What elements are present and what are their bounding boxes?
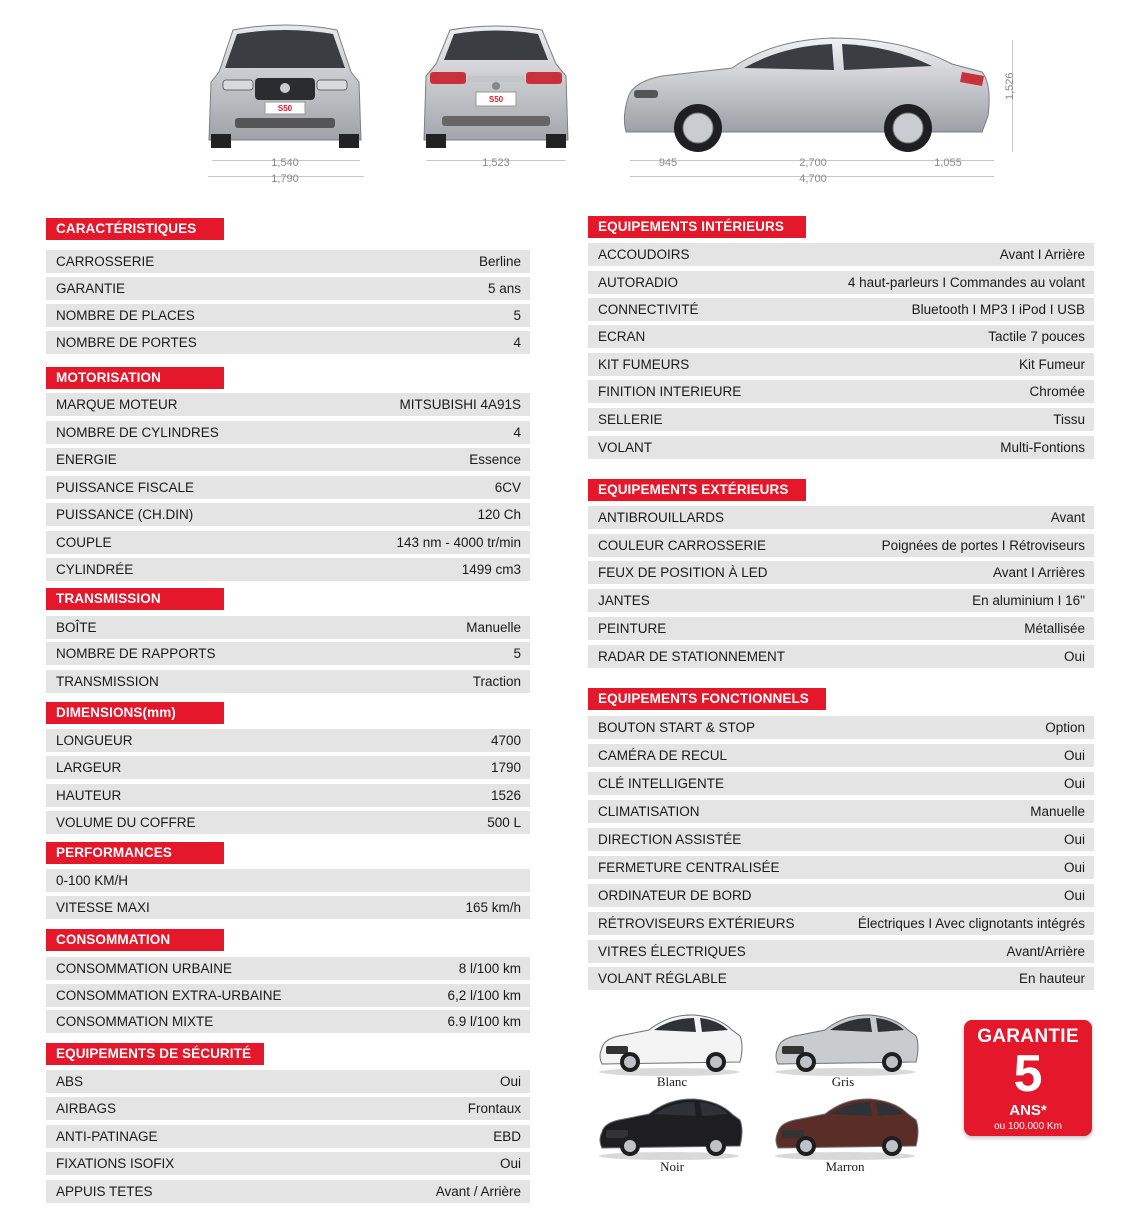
spec-row <box>588 298 1094 321</box>
spec-value: 5 ans <box>487 281 521 296</box>
spec-row <box>46 1125 530 1148</box>
spec-value: Berline <box>478 254 521 269</box>
spec-label: NOMBRE DE RAPPORTS <box>56 646 216 661</box>
spec-label: CARROSSERIE <box>56 254 155 269</box>
rear-overhang-value: 1,055 <box>934 157 962 169</box>
spec-value: 6.9 l/100 km <box>447 1014 521 1029</box>
spec-value: Option <box>1045 720 1085 735</box>
spec-row <box>588 856 1094 879</box>
spec-label: CONSOMMATION MIXTE <box>56 1014 214 1029</box>
spec-value: En hauteur <box>1018 971 1085 986</box>
spec-value: MITSUBISHI 4A91S <box>399 397 521 412</box>
spec-label: MARQUE MOTEUR <box>56 397 178 412</box>
spec-label: VOLANT <box>598 440 653 455</box>
spec-label: FIXATIONS ISOFIX <box>56 1156 175 1171</box>
spec-label: APPUIS TETES <box>56 1184 153 1199</box>
spec-label: CLÉ INTELLIGENTE <box>598 776 725 791</box>
spec-label: FINITION INTERIEURE <box>598 384 742 399</box>
guarantee-number: 5 <box>1013 1045 1043 1103</box>
spec-value: Chromée <box>1029 384 1085 399</box>
spec-label: SELLERIE <box>598 412 663 427</box>
spec-value: 4700 <box>490 733 521 748</box>
spec-row <box>46 1180 530 1203</box>
color-name-gris: Gris <box>831 1074 855 1089</box>
spec-row <box>46 421 530 444</box>
spec-row <box>46 250 530 273</box>
car-color-blanc-image <box>594 1008 744 1078</box>
spec-row <box>46 984 530 1007</box>
spec-value: Manuelle <box>466 620 521 635</box>
spec-row <box>588 271 1094 294</box>
spec-value: Oui <box>1063 860 1085 875</box>
spec-row <box>588 243 1094 266</box>
section-title-equipements-exterieurs: EQUIPEMENTS EXTÉRIEURS <box>588 479 806 501</box>
spec-value: Manuelle <box>1030 804 1085 819</box>
spec-label: AUTORADIO <box>598 275 679 290</box>
spec-label: CYLINDRÉE <box>56 562 134 577</box>
guarantee-title: GARANTIE <box>977 1026 1079 1047</box>
spec-row <box>588 617 1094 640</box>
section-title-caracteristiques: CARACTÉRISTIQUES <box>46 218 224 240</box>
spec-value: En aluminium I 16" <box>972 593 1085 608</box>
spec-value: Bluetooth I MP3 I iPod I USB <box>911 302 1085 317</box>
spec-label: CONNECTIVITÉ <box>598 302 699 317</box>
spec-label: 0-100 KM/H <box>56 873 129 888</box>
spec-label: AIRBAGS <box>56 1101 117 1116</box>
spec-label: LARGEUR <box>56 760 122 775</box>
spec-value: Oui <box>1063 832 1085 847</box>
spec-value: Avant/Arrière <box>1006 944 1085 959</box>
spec-value: Oui <box>1063 776 1085 791</box>
front-track-value: 1,540 <box>271 157 299 169</box>
spec-value: Oui <box>499 1156 521 1171</box>
spec-value: 500 L <box>487 815 521 830</box>
spec-value: Frontaux <box>467 1101 521 1116</box>
spec-value: Métallisée <box>1024 621 1085 636</box>
spec-value: Oui <box>1063 649 1085 664</box>
spec-value: EBD <box>493 1129 521 1144</box>
color-name-blanc: Blanc <box>656 1074 688 1089</box>
spec-row <box>46 1010 530 1033</box>
section-title-dimensions-mm: DIMENSIONS(mm) <box>46 702 224 724</box>
section-title-consommation: CONSOMMATION <box>46 929 224 951</box>
spec-row <box>588 967 1094 990</box>
spec-label: CAMÉRA DE RECUL <box>598 748 728 763</box>
guarantee-note: ou 100.000 Km <box>994 1121 1062 1132</box>
spec-row <box>46 642 530 665</box>
spec-row <box>46 1097 530 1120</box>
spec-value: 6CV <box>494 480 521 495</box>
spec-row <box>588 800 1094 823</box>
spec-row <box>46 476 530 499</box>
spec-label: FEUX DE POSITION À LED <box>598 565 768 580</box>
spec-label: RADAR DE STATIONNEMENT <box>598 649 786 664</box>
spec-label: ENERGIE <box>56 452 117 467</box>
spec-label: HAUTEUR <box>56 788 122 803</box>
vehicle-dimension-views <box>0 0 1140 200</box>
spec-value: 1526 <box>490 788 521 803</box>
spec-row <box>588 828 1094 851</box>
spec-label: TRANSMISSION <box>56 674 159 689</box>
spec-label: PEINTURE <box>598 621 667 636</box>
spec-row <box>46 531 530 554</box>
spec-row <box>588 772 1094 795</box>
spec-value: Tissu <box>1053 412 1085 427</box>
spec-row <box>588 645 1094 668</box>
spec-label: ACCOUDOIRS <box>598 247 690 262</box>
spec-row <box>588 506 1094 529</box>
overall-height-value: 1,526 <box>1004 72 1016 100</box>
front-view-image <box>205 22 365 150</box>
spec-row <box>46 304 530 327</box>
spec-label: ORDINATEUR DE BORD <box>598 888 752 903</box>
spec-row <box>46 277 530 300</box>
spec-label: NOMBRE DE PORTES <box>56 335 197 350</box>
spec-row <box>588 884 1094 907</box>
car-color-gris-image <box>770 1008 920 1078</box>
spec-label: NOMBRE DE PLACES <box>56 308 195 323</box>
spec-label: CLIMATISATION <box>598 804 700 819</box>
spec-value: 4 haut-parleurs I Commandes au volant <box>847 275 1085 290</box>
spec-value: Oui <box>499 1074 521 1089</box>
overall-width-value: 1,790 <box>271 173 299 185</box>
rear-plate-model: S50 <box>488 95 504 104</box>
spec-label: JANTES <box>598 593 650 608</box>
spec-label: CONSOMMATION EXTRA-URBAINE <box>56 988 282 1003</box>
wheelbase-value: 2,700 <box>799 157 827 169</box>
spec-value: 1790 <box>490 760 521 775</box>
section-title-performances: PERFORMANCES <box>46 842 224 864</box>
spec-row <box>588 716 1094 739</box>
spec-value: Avant / Arrière <box>435 1184 521 1199</box>
spec-value: Avant <box>1050 510 1085 525</box>
color-name-marron: Marron <box>825 1159 865 1174</box>
spec-label: BOÎTE <box>56 620 97 635</box>
spec-label: GARANTIE <box>56 281 126 296</box>
spec-row <box>46 616 530 639</box>
spec-value: Tactile 7 pouces <box>988 329 1085 344</box>
spec-label: ABS <box>56 1074 84 1089</box>
front-plate-model: S50 <box>277 104 293 113</box>
spec-label: ECRAN <box>598 329 646 344</box>
spec-value: 4 <box>513 425 521 440</box>
spec-row <box>46 1070 530 1093</box>
spec-label: NOMBRE DE CYLINDRES <box>56 425 219 440</box>
rear-track-value: 1,523 <box>482 157 510 169</box>
spec-value: Traction <box>472 674 521 689</box>
spec-row <box>588 436 1094 459</box>
spec-value: 6,2 l/100 km <box>447 988 521 1003</box>
spec-label: ANTI-PATINAGE <box>56 1129 158 1144</box>
spec-row <box>588 561 1094 584</box>
spec-row <box>588 940 1094 963</box>
spec-label: VITRES ÉLECTRIQUES <box>598 944 746 959</box>
spec-row <box>588 353 1094 376</box>
spec-row <box>46 729 530 752</box>
spec-row <box>46 503 530 526</box>
spec-value: 8 l/100 km <box>458 961 521 976</box>
spec-row <box>588 589 1094 612</box>
spec-value: Avant I Arrière <box>999 247 1085 262</box>
spec-row <box>46 811 530 834</box>
spec-row <box>46 448 530 471</box>
spec-label: KIT FUMEURS <box>598 357 690 372</box>
rear-view-image <box>422 24 570 150</box>
guarantee-badge <box>964 1020 1092 1136</box>
section-title-transmission: TRANSMISSION <box>46 588 224 610</box>
front-overhang-value: 945 <box>658 157 678 169</box>
spec-value: 5 <box>513 646 521 661</box>
spec-label: FERMETURE CENTRALISÉE <box>598 860 780 875</box>
spec-row <box>46 393 530 416</box>
car-color-marron-image <box>770 1092 920 1162</box>
spec-label: COUPLE <box>56 535 112 550</box>
spec-label: COULEUR CARROSSERIE <box>598 538 767 553</box>
spec-value: Poignées de portes I Rétroviseurs <box>881 538 1085 553</box>
spec-label: BOUTON START & STOP <box>598 720 756 735</box>
spec-value: Électriques I Avec clignotants intégrés <box>857 916 1085 931</box>
section-title-equipements-fonctionnels: EQUIPEMENTS FONCTIONNELS <box>588 688 826 710</box>
color-name-noir: Noir <box>660 1159 684 1174</box>
spec-value: 1499 cm3 <box>461 562 521 577</box>
spec-row <box>46 756 530 779</box>
spec-row <box>588 325 1094 348</box>
spec-row <box>46 896 530 919</box>
section-title-equipements-interieurs: EQUIPEMENTS INTÉRIEURS <box>588 216 806 238</box>
spec-value: Kit Fumeur <box>1018 357 1085 372</box>
spec-label: RÉTROVISEURS EXTÉRIEURS <box>598 916 795 931</box>
spec-row <box>46 558 530 581</box>
spec-value: 165 km/h <box>465 900 521 915</box>
spec-row <box>46 957 530 980</box>
spec-value: 120 Ch <box>477 507 521 522</box>
spec-value: Essence <box>469 452 521 467</box>
spec-row <box>46 670 530 693</box>
spec-label: LONGUEUR <box>56 733 133 748</box>
spec-label: PUISSANCE (CH.DIN) <box>56 507 194 522</box>
spec-value: Oui <box>1063 888 1085 903</box>
spec-row <box>46 1152 530 1175</box>
spec-label: VOLANT RÉGLABLE <box>598 971 727 986</box>
spec-row <box>588 380 1094 403</box>
spec-value: Avant I Arrières <box>992 565 1085 580</box>
spec-row <box>588 534 1094 557</box>
spec-row <box>588 912 1094 935</box>
spec-label: ANTIBROUILLARDS <box>598 510 725 525</box>
spec-value: 5 <box>513 308 521 323</box>
spec-label: CONSOMMATION URBAINE <box>56 961 233 976</box>
car-color-noir-image <box>594 1092 744 1162</box>
spec-row <box>46 784 530 807</box>
spec-label: VOLUME DU COFFRE <box>56 815 196 830</box>
section-title-motorisation: MOTORISATION <box>46 367 224 389</box>
side-view-image <box>622 36 994 156</box>
spec-label: DIRECTION ASSISTÉE <box>598 832 742 847</box>
guarantee-unit: ANS* <box>1009 1102 1047 1119</box>
section-title-equipements-de-securite: EQUIPEMENTS DE SÉCURITÉ <box>46 1043 264 1065</box>
spec-row <box>588 408 1094 431</box>
spec-row <box>46 869 530 892</box>
spec-value: 4 <box>513 335 521 350</box>
spec-value: Multi-Fontions <box>1000 440 1085 455</box>
spec-value: 143 nm - 4000 tr/min <box>396 535 521 550</box>
spec-label: VITESSE MAXI <box>56 900 150 915</box>
spec-value: Oui <box>1063 748 1085 763</box>
overall-length-value: 4,700 <box>799 173 827 185</box>
spec-row <box>46 331 530 354</box>
spec-row <box>588 744 1094 767</box>
spec-label: PUISSANCE FISCALE <box>56 480 195 495</box>
